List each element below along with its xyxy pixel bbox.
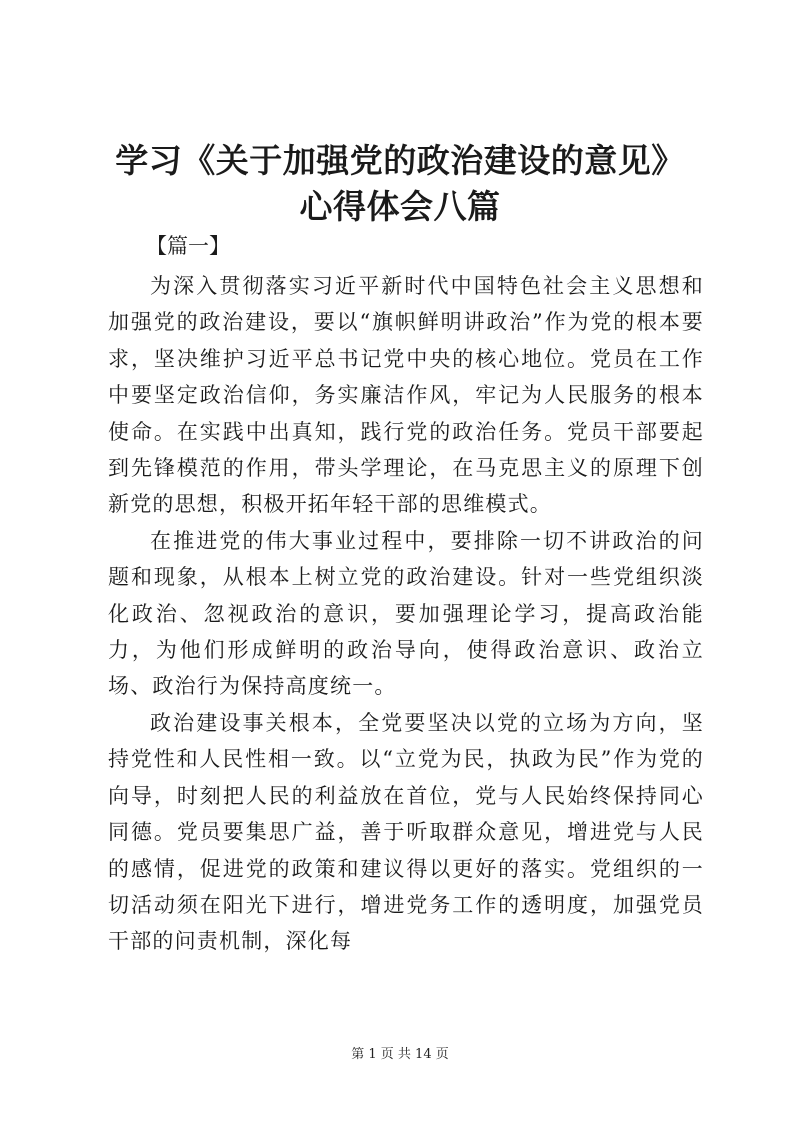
- document-title: 学习《关于加强党的政治建设的意见》心得体会八篇: [115, 141, 685, 226]
- paragraph-1: 为深入贯彻落实习近平新时代中国特色社会主义思想和加强党的政治建设，要以“旗帜鲜明讲政治”作为党的根本要求，坚决维护习近平总书记党中央的核心地位。党员在工作中要坚定政治信仰，务实廉洁作风，牢记为人民服务的根本使命。在实践中出真知，践行党的政治任务。党员干部要起到先锋模范的作用，带头学理论，在马克思主义的原理下创新党的思想，积极开拓年轻干部的思维模式。: [108, 274, 704, 517]
- page-footer: 第 1 页 共 14 页: [351, 1047, 449, 1062]
- section-label: 【篇一】: [146, 234, 230, 258]
- document-body: [108, 268, 704, 960]
- paragraph-3: 政治建设事关根本，全党要坚决以党的立场为方向，坚持党性和人民性相一致。以“立党为民，执政为民”作为党的向导，时刻把人民的利益放在首位，党与人民始终保持同心同德。党员要集思广益，善于听取群众意见，增进党与人民的感情，促进党的政策和建议得以更好的落实。党组织的一切活动须在阳光下进行，增进党务工作的透明度，加强党员干部的问责机制，深化每: [108, 710, 704, 954]
- paragraph-2: 在推进党的伟大事业过程中，要排除一切不讲政治的问题和现象，从根本上树立党的政治建设。针对一些党组织淡化政治、忽视政治的意识，要加强理论学习，提高政治能力，为他们形成鲜明的政治导向，使得政治意识、政治立场、政治行为保持高度统一。: [108, 528, 704, 699]
